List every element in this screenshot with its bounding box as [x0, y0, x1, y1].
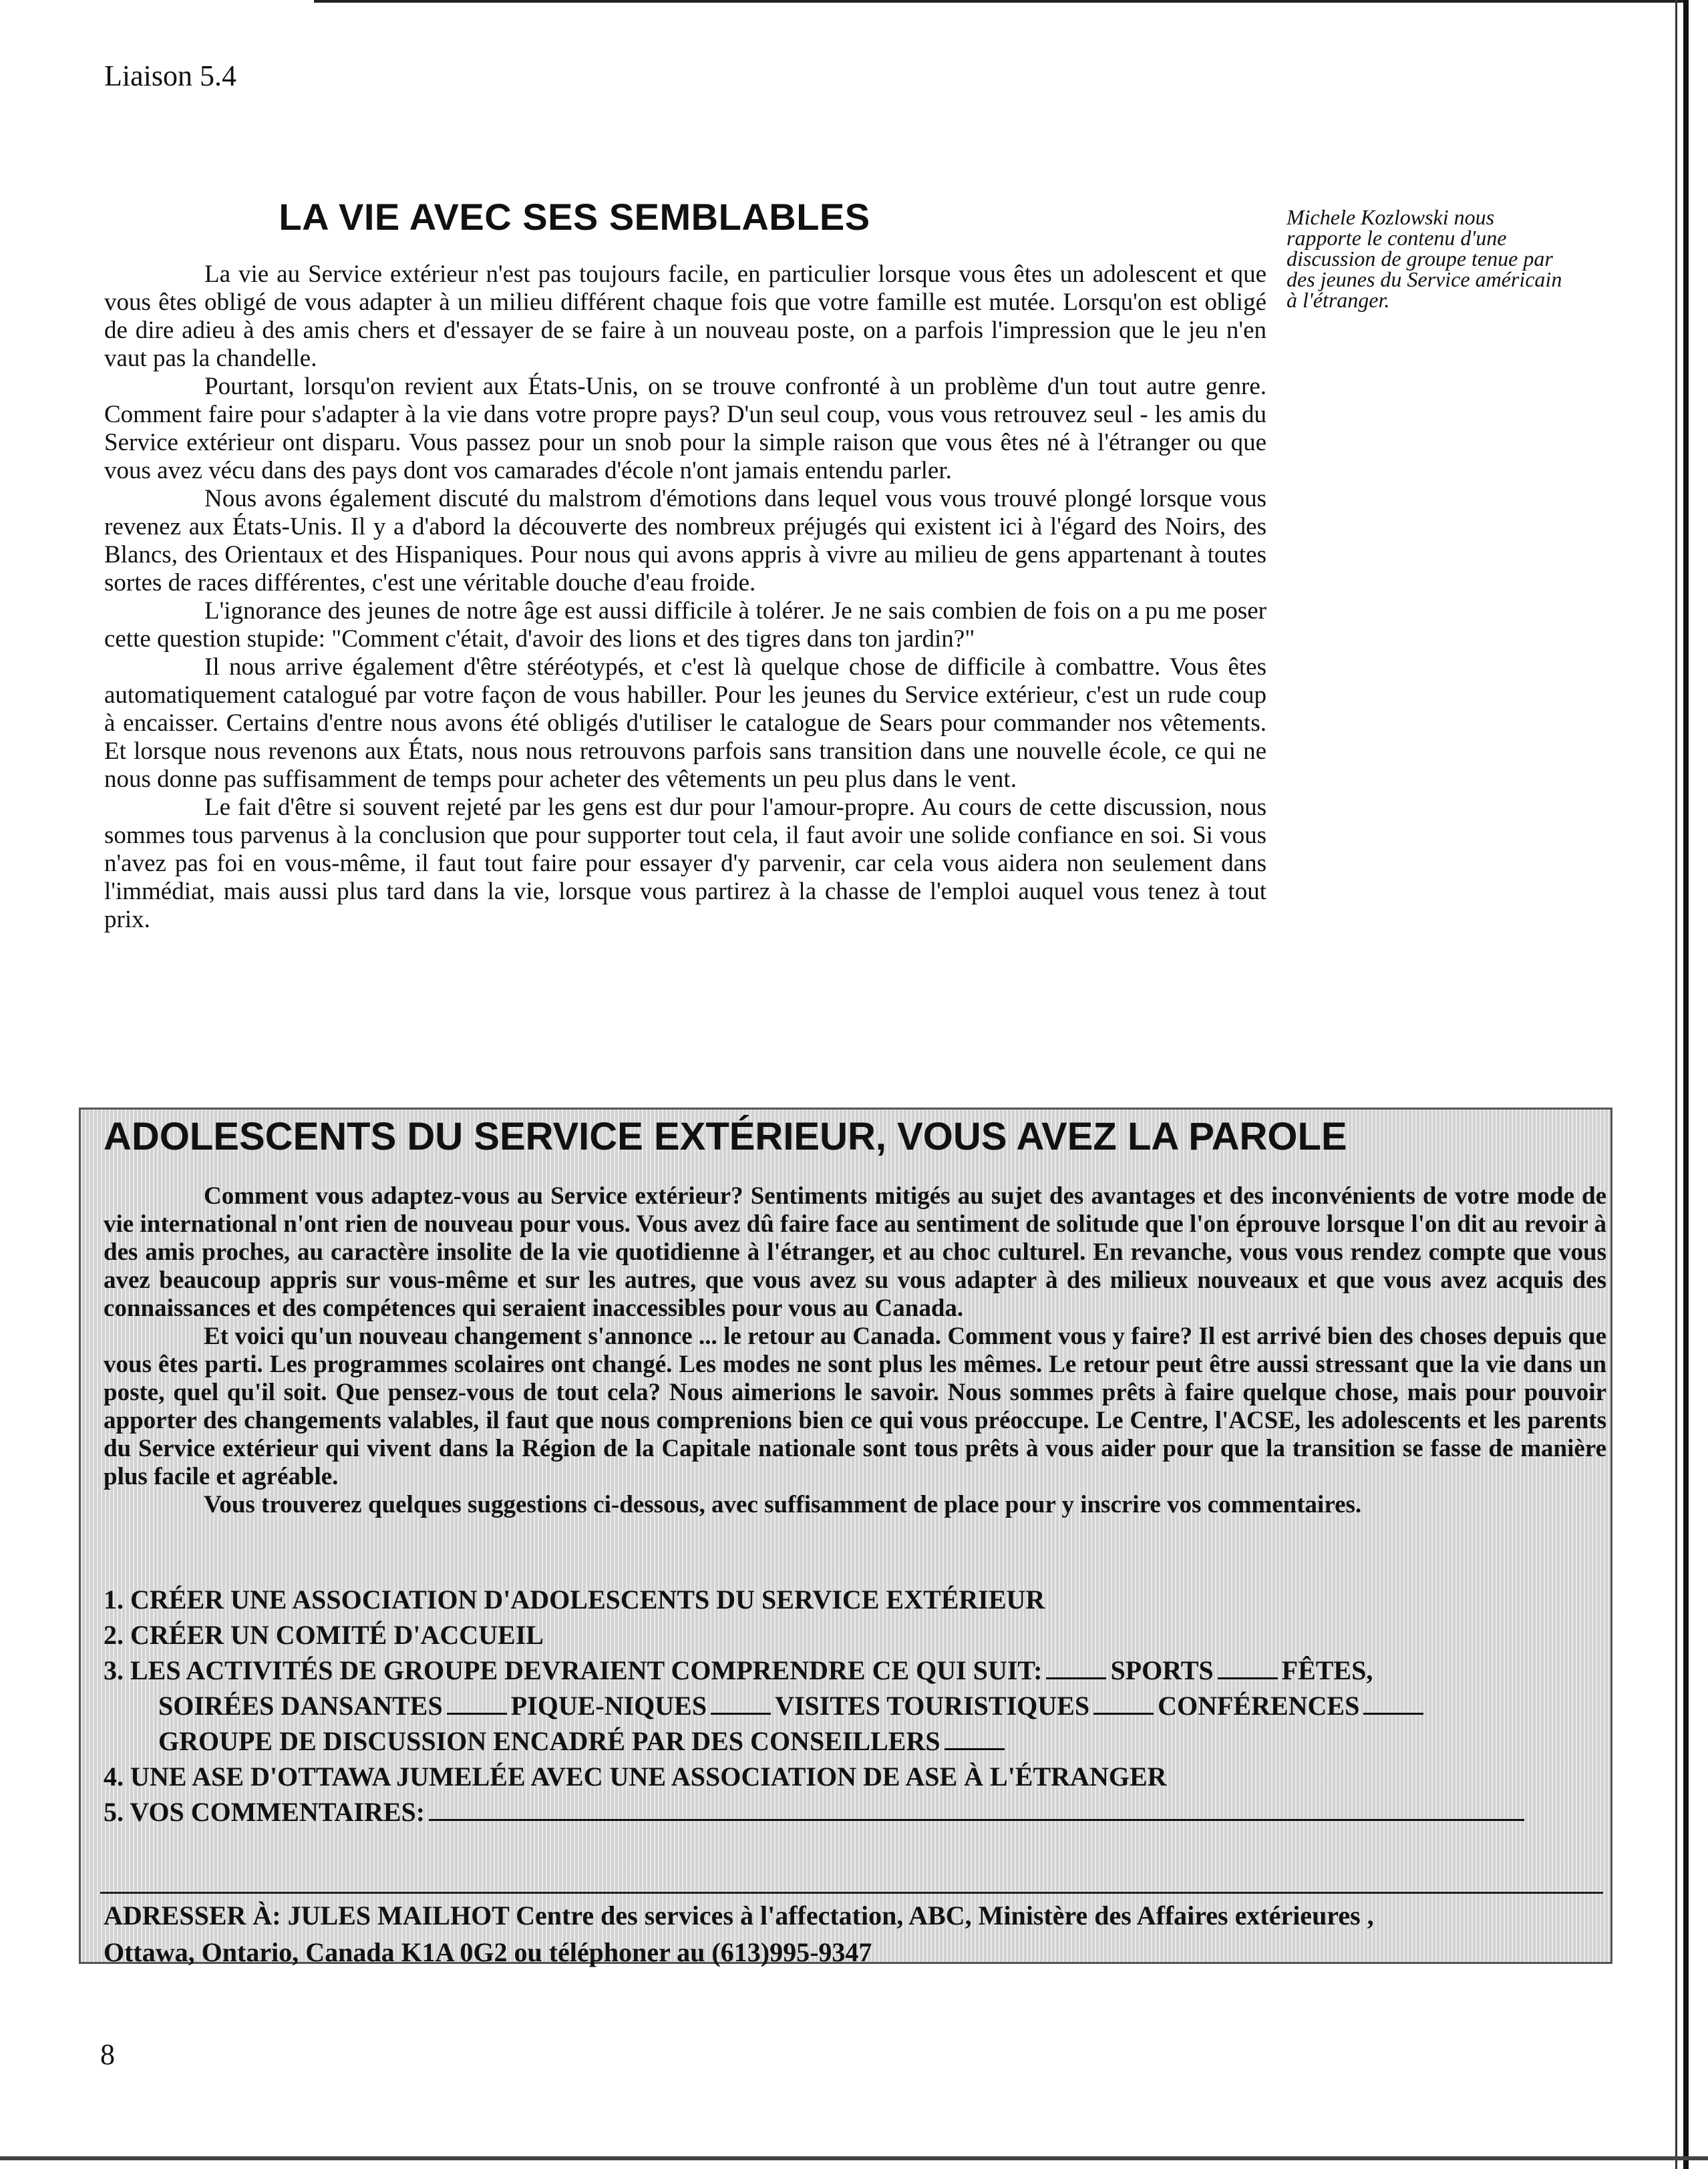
sidebar-note: Michele Kozlowski nous rapporte le contenu d'une discussion de groupe tenue par des jeunes du Service américain à l'étranger.	[1287, 205, 1562, 312]
callout-paragraph: Et voici qu'un nouveau changement s'annonce ... le retour au Canada. Comment vous y faire? Il est arrivé bien des choses depuis que vous êtes parti. Les programmes scolaires ont changé. Les modes ne sont plus les mêmes. Le retour peut être aussi stressant que la vie dans un poste, quel qu'il soit. Que pensez-vous de tout cela? Nous aimerions le savoir. Nous sommes prêts à faire quelque chose, mais pour pouvoir apporter des changements valables, il faut que nous comprenions bien ce qui vous préoccupe. Le Centre, l'ACSE, les adolescents et les parents du Service extérieur qui vivent dans la Région de la Capitale nationale sont tous prêts à vous aider pour que la transition se fasse de manière plus facile et agréable.	[104, 1323, 1606, 1490]
conferences-blank[interactable]	[1363, 1693, 1423, 1715]
suggestion-list	[104, 1582, 1606, 1830]
page-edge-line	[1675, 0, 1677, 2169]
article-title: LA VIE AVEC SES SEMBLABLES	[279, 196, 870, 238]
top-rule	[314, 0, 1683, 3]
activities-lead: 3. LES ACTIVITÉS DE GROUPE DEVRAIENT COMPRENDRE CE QUI SUIT:	[104, 1655, 1043, 1685]
groupe-blank[interactable]	[945, 1728, 1005, 1750]
article-paragraph: Il nous arrive également d'être stéréotypés, et c'est là quelque chose de difficile à combattre. Vous êtes automatiquement catalogué par votre façon de vous habiller. Pour les jeunes du Service extérieur, c'est un rude coup à encaisser. Certains d'entre nous avons été obligés d'utiliser le catalogue de Sears pour commander nos vêtements. Et lorsque nous revenons aux États, nous nous retrouvons parfois sans transition dans une nouvelle école, ce qui ne nous donne pas suffisamment de temps pour acheter des vêtements un peu plus dans le vent.	[104, 653, 1266, 793]
page-edge-binding	[1683, 0, 1689, 2169]
callout-paragraph: Comment vous adaptez-vous au Service extérieur? Sentiments mitigés au sujet des avantages et des inconvénients de votre mode de vie international n'ont rien de nouveau pour vous. Vous avez dû faire face au sentiment de solitude que l'on éprouve lorsque l'on dit au revoir à des amis proches, au caractère insolite de la vie quotidienne à l'étranger, et au choc culturel. En revanche, vous vous rendez compte que vous avez beaucoup appris sur vous-même et sur les autres, que vous avez su vous adapter à des milieux nouveaux et que vous avez acquis des connaissances et des compétences qui seraient inaccessibles pour vous au Canada.	[104, 1182, 1606, 1322]
article-body	[104, 261, 1266, 934]
article-paragraph: Le fait d'être si souvent rejeté par les gens est dur pour l'amour-propre. Au cours de cette discussion, nous sommes tous parvenus à la conclusion que pour supporter tout cela, il faut avoir une solide confiance en soi. Si vous n'avez pas foi en vous-même, il faut tout faire pour essayer d'y parvenir, car cela vous aidera non seulement dans l'immédiat, mais aussi plus tard dans la vie, lorsque vous partirez à la chasse de l'emploi auquel vous tenez à tout prix.	[104, 794, 1266, 933]
article-paragraph: L'ignorance des jeunes de notre âge est aussi difficile à tolérer. Je ne sais combien de fois on a pu me poser cette question stupide: "Comment c'était, d'avoir des lions et des tigres dans ton jardin?"	[104, 597, 1266, 653]
bottom-rule	[0, 2156, 1708, 2160]
fetes-blank[interactable]	[1218, 1657, 1278, 1679]
option-visites: VISITES TOURISTIQUES	[775, 1691, 1090, 1721]
soirees-blank[interactable]	[447, 1693, 507, 1715]
suggestion-item-association: 1. CRÉER UNE ASSOCIATION D'ADOLESCENTS DU SERVICE EXTÉRIEUR	[104, 1584, 1045, 1615]
activities-options-line	[104, 1688, 1606, 1723]
address-line: ADRESSER À: JULES MAILHOT Centre des services à l'affectation, ABC, Ministère des Affaires extérieures ,	[104, 1900, 1374, 1931]
option-soirees: SOIRÉES DANSANTES	[158, 1691, 443, 1721]
option-conferences: CONFÉRENCES	[1158, 1691, 1360, 1721]
callout-body	[104, 1182, 1606, 1519]
contact-address	[104, 1897, 1606, 1971]
callout-paragraph: Vous trouverez quelques suggestions ci-dessous, avec suffisamment de place pour y inscrire vos commentaires.	[204, 1491, 1362, 1518]
suggestion-item-welcome-committee: 2. CRÉER UN COMITÉ D'ACCUEIL	[104, 1620, 544, 1650]
activities-options-line-2	[104, 1723, 1606, 1759]
piqueniques-blank[interactable]	[711, 1693, 771, 1715]
suggestion-item-activities	[104, 1653, 1606, 1688]
option-sports: SPORTS	[1110, 1655, 1214, 1685]
page-number: 8	[100, 2038, 115, 2071]
article-paragraph: Pourtant, lorsqu'on revient aux États-Unis, on se trouve confronté à un problème d'un tout autre genre. Comment faire pour s'adapter à la vie dans votre propre pays? D'un seul coup, vous vous retrouvez seul - les amis du Service extérieur ont disparu. Vous passez pour un snob pour la simple raison que vous êtes né à l'étranger ou que vous avez vécu dans des pays dont vos camarades d'école n'ont jamais entendu parler.	[104, 373, 1266, 484]
address-line: Ottawa, Ontario, Canada K1A 0G2 ou téléphoner au (613)995-9347	[104, 1937, 872, 1967]
visites-blank[interactable]	[1093, 1693, 1154, 1715]
comments-label: 5. VOS COMMENTAIRES:	[104, 1797, 425, 1827]
sports-blank[interactable]	[1046, 1657, 1106, 1679]
running-head: Liaison 5.4	[104, 59, 236, 92]
option-fetes: FÊTES,	[1281, 1655, 1373, 1685]
article-paragraph: Nous avons également discuté du malstrom d'émotions dans lequel vous vous trouvé plongé lorsque vous revenez aux États-Unis. Il y a d'abord la découverte des nombreux préjugés qui existent ici à l'égard des Noirs, des Blancs, des Orientaux et des Hispaniques. Pour nous qui avons appris à vivre au milieu de gens appartenant à toutes sortes de races différentes, c'est une véritable douche d'eau froide.	[104, 485, 1266, 597]
comments-blank[interactable]	[429, 1799, 1524, 1821]
article-paragraph: La vie au Service extérieur n'est pas toujours facile, en particulier lorsque vous êtes un adolescent et que vous êtes obligé de vous adapter à un milieu différent chaque fois que votre famille est mutée. Lorsqu'on est obligé de dire adieu à des amis chers et d'essayer de se faire à un nouveau poste, on a parfois l'impression que le jeu n'en vaut pas la chandelle.	[104, 261, 1266, 372]
callout-title: ADOLESCENTS DU SERVICE EXTÉRIEUR, VOUS AVEZ LA PAROLE	[104, 1115, 1347, 1158]
suggestion-item-twinning: 4. UNE ASE D'OTTAWA JUMELÉE AVEC UNE ASSOCIATION DE ASE À L'ÉTRANGER	[104, 1762, 1167, 1792]
option-groupe: GROUPE DE DISCUSSION ENCADRÉ PAR DES CONSEILLERS	[158, 1726, 941, 1756]
suggestion-item-comments	[104, 1794, 1606, 1830]
option-piqueniques: PIQUE-NIQUES	[510, 1691, 707, 1721]
address-rule	[100, 1892, 1603, 1894]
